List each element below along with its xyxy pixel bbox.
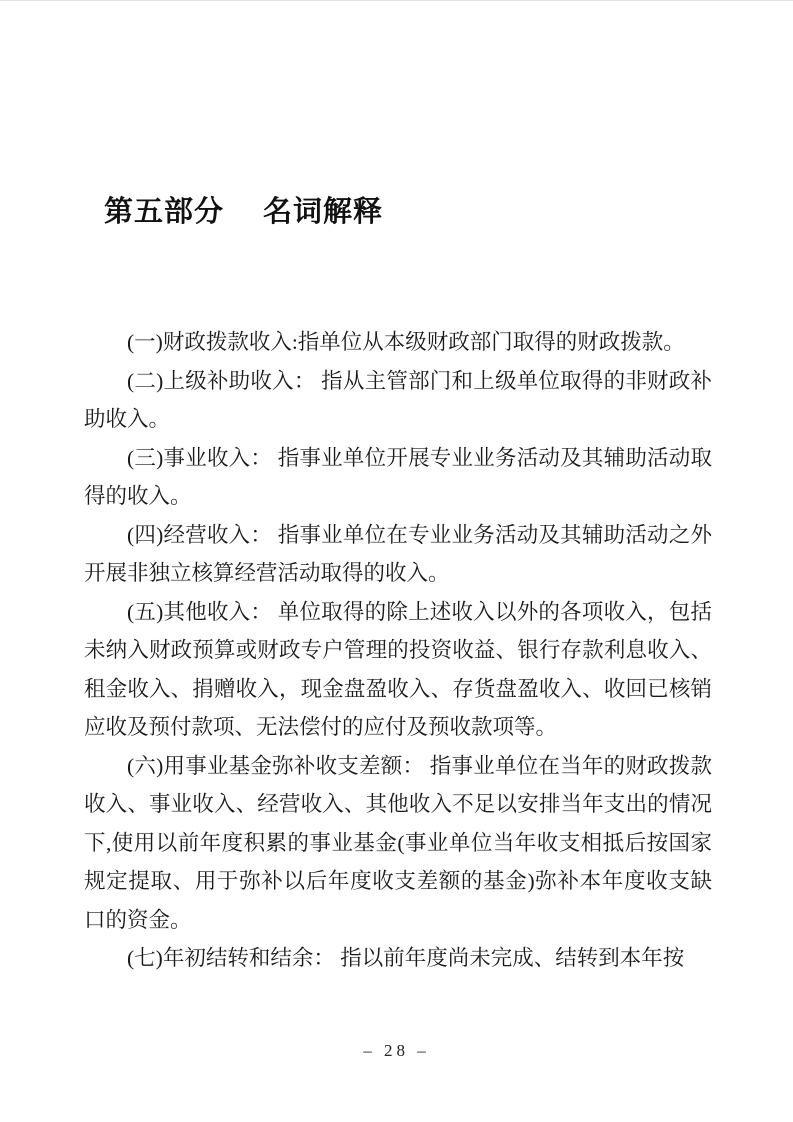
glossary-item-1: (一)财政拨款收入:指单位从本级财政部门取得的财政拨款。 <box>127 330 685 354</box>
page-number: – 28 – <box>363 1041 430 1060</box>
glossary-item-3: (三)事业收入： 指事业单位开展专业业务活动及其辅助活动取得的收入。 <box>84 445 712 508</box>
glossary-item-5: (五)其他收入： 单位取得的除上述收入以外的各项收入，包括未纳入财政预算或财政专户管理的投资收益、银行存款利息收入、租金收入、捐赠收入，现金盘盈收入、存货盘盈收入、收回已核销应收及预付款项、无法偿付的应付及预收款项等。 <box>84 599 712 739</box>
glossary-item-2: (二)上级补助收入： 指从主管部门和上级单位取得的非财政补助收入。 <box>84 368 712 431</box>
glossary-item-7: (七)年初结转和结余： 指以前年度尚未完成、结转到本年按 <box>127 946 685 970</box>
page-title: 第五部分 名词解释 <box>104 196 384 228</box>
glossary-item-6: (六)用事业基金弥补收支差额： 指事业单位在当年的财政拨款收入、事业收入、经营收入、其他收入不足以安排当年支出的情况下,使用以前年度积累的事业基金(事业单位当年收支相抵后按国家规定提取、用于弥补以后年度收支差额的基金)弥补本年度收支缺口的资金。 <box>84 753 712 932</box>
glossary-item-4: (四)经营收入： 指事业单位在专业业务活动及其辅助活动之外开展非独立核算经营活动取得的收入。 <box>84 522 712 585</box>
document-body <box>84 323 712 978</box>
